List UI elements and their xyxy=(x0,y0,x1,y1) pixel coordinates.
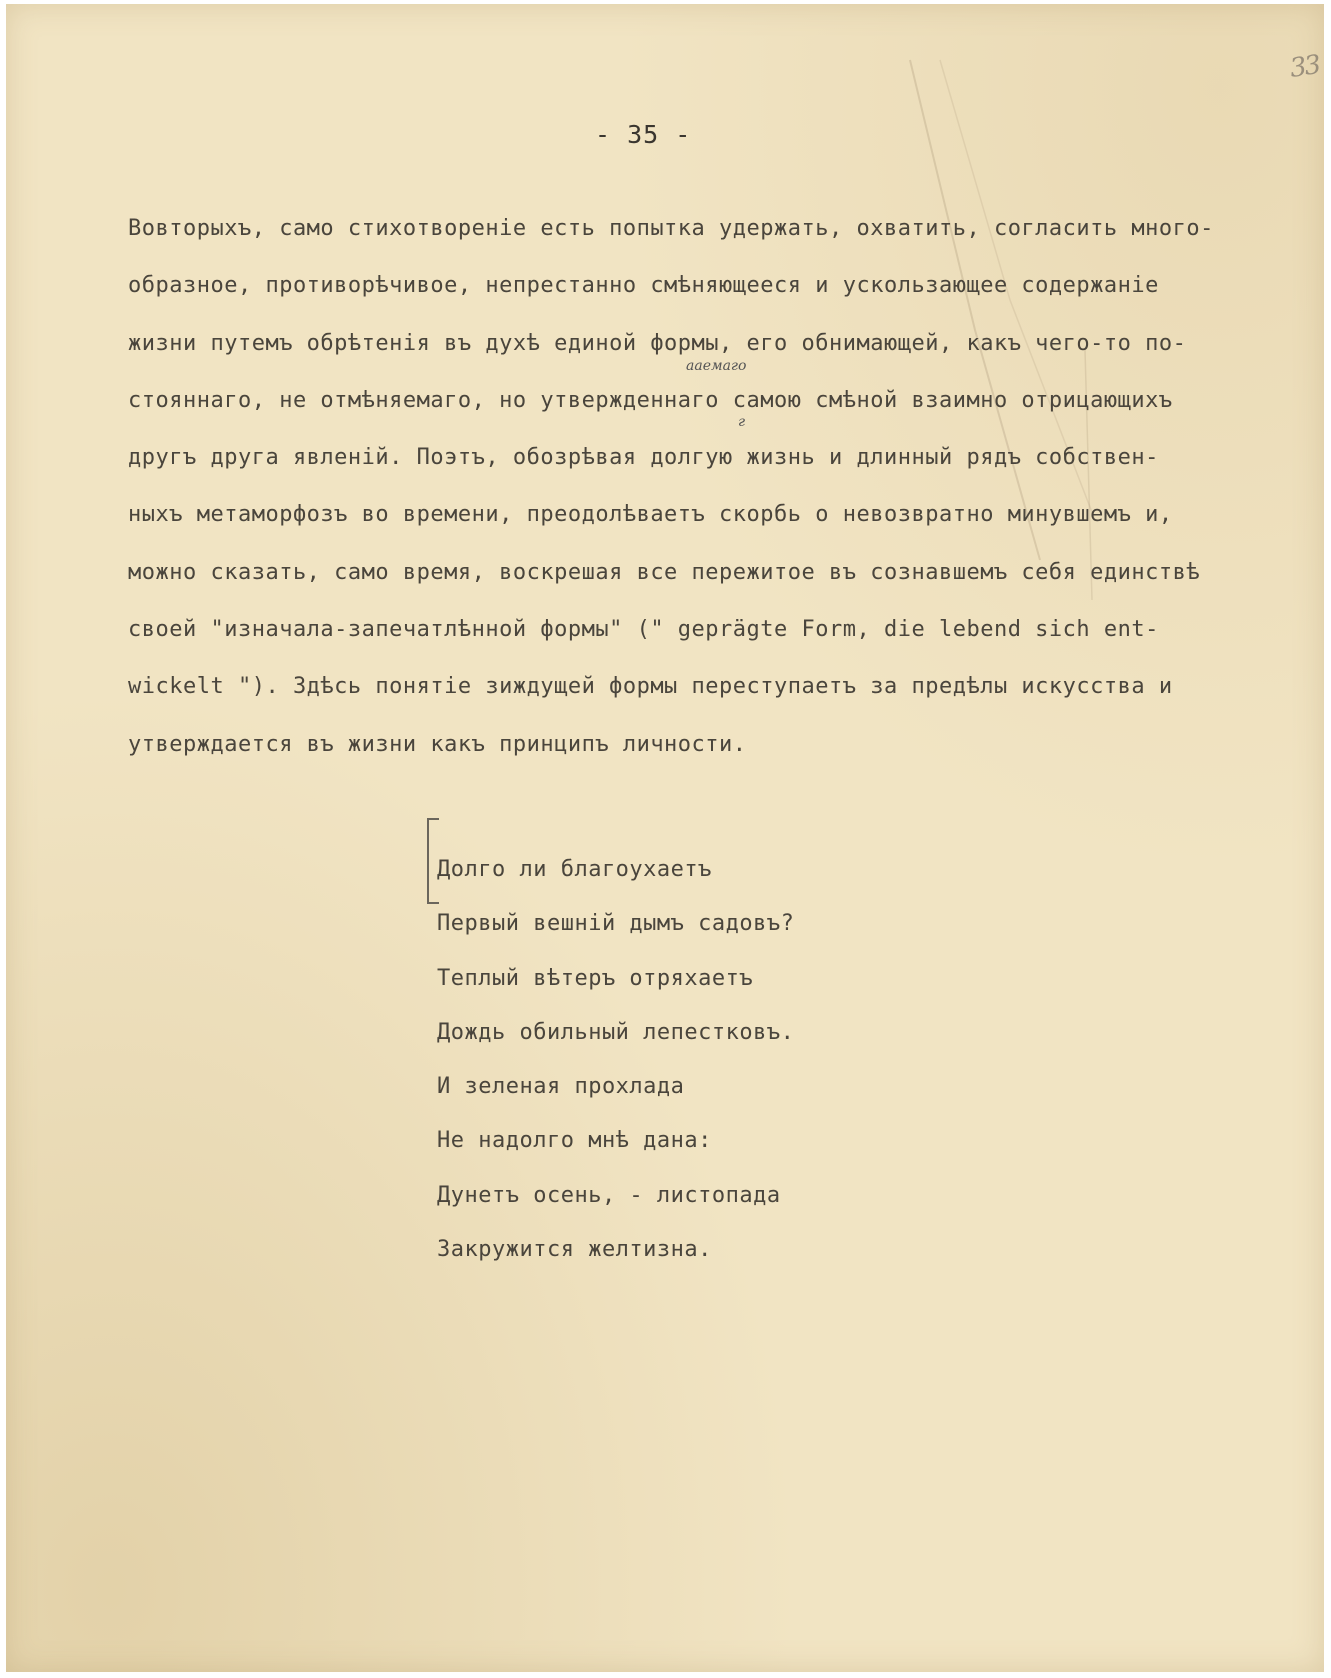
poem-line-4: Дождь обильный лепестковъ. xyxy=(437,1019,795,1045)
paragraph-line-2: образное, противорѣчивое, непрестанно смѣняющееся и ускользающее содержанiе xyxy=(128,273,1159,299)
page-number: - 35 - xyxy=(595,120,692,149)
paragraph-line-5: другъ друга явленiй. Поэтъ, обозрѣвая долгую жизнь и длинный рядъ собствен- xyxy=(128,445,1159,471)
poem-line-3: Теплый вѣтеръ отряхаетъ xyxy=(437,965,754,991)
poem-stanza xyxy=(437,843,794,1277)
paragraph-line-8: своей "изначала-запечатлѣнной формы" (" geprägte Form, die lebend sich ent- xyxy=(128,617,1159,643)
poem-line-6: Не надолго мнѣ дана: xyxy=(437,1128,712,1154)
handwritten-insertion-1: ааемаго xyxy=(686,358,747,374)
paragraph-line-4: стояннаго, не отмѣняемаго, но утвержденнаго самою смѣной взаимно отрицающихъ xyxy=(128,387,1173,413)
poem-line-5: И зеленая прохлада xyxy=(437,1074,685,1100)
poem-line-7: Дунетъ осень, - листопада xyxy=(437,1182,781,1208)
paragraph-line-7: можно сказать, само время, воскрешая все пережитое въ сознавшемъ себя единствѣ xyxy=(128,559,1201,585)
archive-folio-number: 33 xyxy=(1288,50,1322,84)
body-paragraph xyxy=(128,200,1308,773)
poem-line-1: Долго ли благоухаетъ xyxy=(437,857,712,882)
poem-line-8: Закружится желтизна. xyxy=(437,1237,712,1263)
poem-line-2: Первый вешнiй дымъ садовъ? xyxy=(437,911,795,937)
paragraph-line-10: утверждается въ жизни какъ принципъ личности. xyxy=(128,731,747,757)
paragraph-line-6: ныхъ метаморфозъ во времени, преодолѣваетъ скорбь о невозвратно минувшемъ и, xyxy=(128,502,1173,528)
paragraph-line-9: wickelt "). Здѣсь понятiе зиждущей формы переступаетъ за предѣлы искусства и xyxy=(128,674,1173,700)
handwritten-insertion-2: г xyxy=(738,414,746,430)
paragraph-line-3: жизни путемъ обрѣтенiя въ духѣ единой формы, его обнимающей, какъ чего-то по- xyxy=(128,330,1187,356)
paragraph-line-1: Вовторыхъ, само стихотворенiе есть попытка удержать, охватить, согласить много- xyxy=(128,216,1214,241)
